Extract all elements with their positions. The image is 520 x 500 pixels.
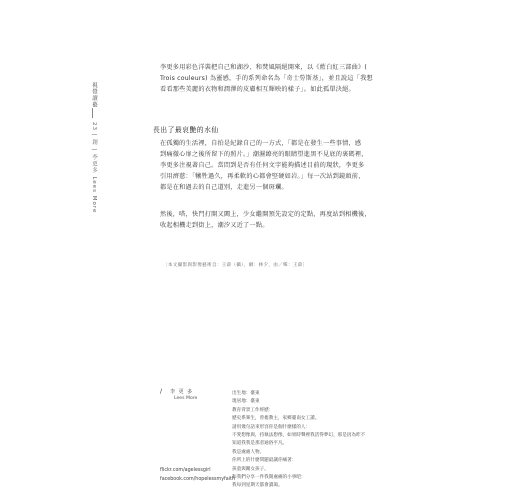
body-line: 李更多注視著自己。當問到是否有任何文字能夠描述目前的現狀，李更多 [160, 162, 365, 169]
intro-line: 李更多用彩色洋裝把自己和湖沙、和焚風隔絕開來，以《藍白紅三部曲》( [160, 64, 368, 71]
sidebar-divider [92, 108, 93, 118]
author-english-name: Lees More [174, 396, 198, 401]
author-bio [232, 390, 365, 491]
intro-line: Trois couleurs) 為靈感，手的系列命名為「奇士勞斯基」，並且說這「我想 [160, 75, 373, 82]
bio-line: 現居地：臺東 [232, 399, 260, 405]
flickr-link[interactable]: flickr.com/agelessgirl [160, 468, 211, 473]
body-line: 到痛徹心扉之後所留下的照片。」潮濕繚亮的眼睛望進黑不見底的裏碼裡， [160, 151, 368, 158]
section-heading: 長出了最哀艷的水仙 [153, 126, 219, 134]
bio-line: 知道我我是那者通俗平凡。 [232, 441, 288, 447]
body-paragraph-2 [160, 209, 400, 231]
bio-line: 你所上的什麼問題最讓你痛著： [232, 458, 297, 464]
bio-line: 不愛想像與，持執法想像，如果時聲裡我活得夢幻，那是因為昨不 [232, 433, 366, 439]
bio-line: 我每到星期天都會讀鴿。 [232, 483, 283, 489]
bio-line: 歷史系畢生，曾擔教主，家鄉臺南女工讀。 [232, 416, 320, 422]
bio-line: 我是處處人物。 [232, 449, 265, 455]
sidebar-author-line: 23 | 創 | 李更多 Lees More [91, 122, 97, 214]
body-line: 然後，嗒，快門打開又闔上，少女繼開預先設定的定點，再度站到相機後， [160, 211, 371, 218]
bio-line: 和我們分享一件我開處痛的小事吧： [232, 475, 306, 481]
author-name: 李 更 多 [170, 389, 194, 395]
body-line: 收起相機走到街上，潮汐又近了一點。 [160, 222, 269, 229]
facebook-link[interactable]: facebook.com/hopelessmyfaith [160, 477, 235, 482]
body-line: 都是在和過去的自己道別，走進另一個斑斕。 [160, 184, 288, 191]
bio-line: 請用幾句話來形容你是個什麼樣的人： [232, 424, 311, 430]
author-slash: / [160, 388, 163, 395]
bio-line: 孩童與關女孩子。 [232, 466, 269, 472]
body-line: 引用濟慈：「犧牲過久，再柔軟的心都會堅硬如岩。」每一次站到鏡頭前， [160, 173, 365, 180]
intro-line: 看看那些美麗的衣物和潤澤的皮膚相互輝映的樣子」。如此孤單決絕。 [160, 86, 355, 93]
intro-paragraph [160, 62, 410, 95]
body-paragraph-1 [160, 138, 400, 193]
sidebar-section-title: 視覺讀藝 [91, 82, 97, 108]
bio-line: 教育背景工作經歷： [232, 407, 274, 413]
bio-line: 出生地：臺東 [232, 391, 260, 396]
body-line: 在孤獨的生活裡，自拍是紀錄自己的一方式，「都是在發生一些事情，感 [160, 140, 362, 147]
credit-note: 〔本文攝影與影像藝術自：王薛（攝），網：林夕，由／晞：王薛〕 [163, 263, 308, 268]
